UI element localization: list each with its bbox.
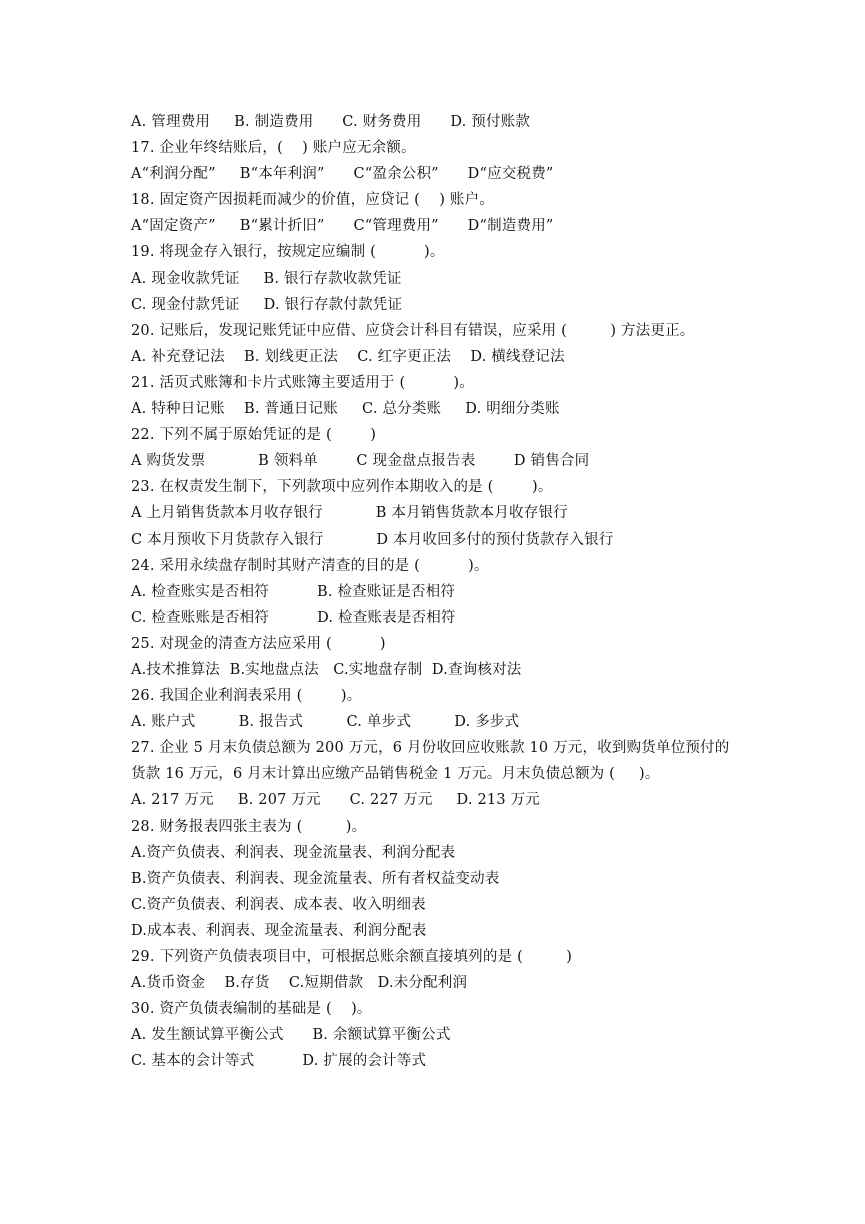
question-26: 26. 我国企业利润表采用 ( )。 <box>131 688 362 705</box>
option-line-q26: A. 账户式 B. 报告式 C. 单步式 D. 多步式 <box>131 714 520 731</box>
question-27-part1: 27. 企业 5 月末负债总额为 200 万元，6 月份收回应收账款 10 万元，收到购货单位预付的 <box>131 740 730 757</box>
option-line-q25: A.技术推算法 B.实地盘点法 C.实地盘存制 D.查询核对法 <box>131 661 522 678</box>
question-22: 22. 下列不属于原始凭证的是 ( ) <box>131 427 377 444</box>
question-27-part2: 货款 16 万元，6 月末计算出应缴产品销售税金 1 万元。月末负债总额为 ( )。 <box>131 766 660 783</box>
option-line-q23-b: C 本月预收下月货款存入银行 D 本月收回多付的预付货款存入银行 <box>131 531 614 548</box>
question-19: 19. 将现金存入银行，按规定应编制 ( )。 <box>131 244 445 261</box>
option-q28-c: C.资产负债表、利润表、成本表、收入明细表 <box>131 896 426 913</box>
question-21: 21. 活页式账簿和卡片式账簿主要适用于 ( )。 <box>131 374 474 391</box>
question-24: 24. 采用永续盘存制时其财产清查的目的是 ( )。 <box>131 557 489 574</box>
option-line-q24-b: C. 检查账账是否相符 D. 检查账表是否相符 <box>131 609 456 626</box>
option-line-q22: A 购货发票 B 领料单 C 现金盘点报告表 D 销售合同 <box>131 453 590 470</box>
option-q28-b: B.资产负债表、利润表、现金流量表、所有者权益变动表 <box>131 870 500 887</box>
question-30: 30. 资产负债表编制的基础是 ( )。 <box>131 1001 372 1018</box>
option-line-q21: A. 特种日记账 B. 普通日记账 C. 总分类账 D. 明细分类账 <box>131 401 560 418</box>
option-line-q16: A. 管理费用 B. 制造费用 C. 财务费用 D. 预付账款 <box>131 114 531 130</box>
option-line-q24-a: A. 检查账实是否相符 B. 检查账证是否相符 <box>131 583 456 600</box>
question-23: 23. 在权责发生制下，下列款项中应列作本期收入的是 ( )。 <box>131 479 553 496</box>
question-25: 25. 对现金的清查方法应采用 ( ) <box>131 635 386 652</box>
option-line-q20: A. 补充登记法 B. 划线更正法 C. 红字更正法 D. 横线登记法 <box>131 348 565 365</box>
option-line-q19-a: A. 现金收款凭证 B. 银行存款收款凭证 <box>131 270 402 287</box>
question-29: 29. 下列资产负债表项目中，可根据总账余额直接填列的是 ( ) <box>131 949 573 965</box>
option-line-q23-a: A 上月销售货款本月收存银行 B 本月销售货款本月收存银行 <box>131 505 568 522</box>
option-q28-a: A.资产负债表、利润表、现金流量表、利润分配表 <box>131 844 456 861</box>
question-18: 18. 固定资产因损耗而减少的价值，应贷记 ( ) 账户。 <box>131 192 495 209</box>
option-line-q27: A. 217 万元 B. 207 万元 C. 227 万元 D. 213 万元 <box>131 792 540 809</box>
option-line-q30-a: A. 发生额试算平衡公式 B. 余额试算平衡公式 <box>131 1027 451 1044</box>
document-page <box>131 109 831 1074</box>
option-line-q30-b: C. 基本的会计等式 D. 扩展的会计等式 <box>131 1053 427 1070</box>
question-17: 17. 企业年终结账后，( ) 账户应无余额。 <box>131 140 416 157</box>
option-line-q19-b: C. 现金付款凭证 D. 银行存款付款凭证 <box>131 296 403 313</box>
option-line-q18: A“固定资产” B“累计折旧” C“管理费用” D“制造费用” <box>131 218 554 235</box>
option-line-q17: A“利润分配” B“本年利润” C“盈余公积” D“应交税费” <box>131 166 554 183</box>
option-line-q29: A.货币资金 B.存货 C.短期借款 D.未分配利润 <box>131 975 468 992</box>
question-28: 28. 财务报表四张主表为 ( )。 <box>131 818 367 835</box>
question-20: 20. 记账后，发现记账凭证中应借、应贷会计科目有错误，应采用 ( ) 方法更正。 <box>131 322 695 339</box>
option-q28-d: D.成本表、利润表、现金流量表、利润分配表 <box>131 922 427 939</box>
